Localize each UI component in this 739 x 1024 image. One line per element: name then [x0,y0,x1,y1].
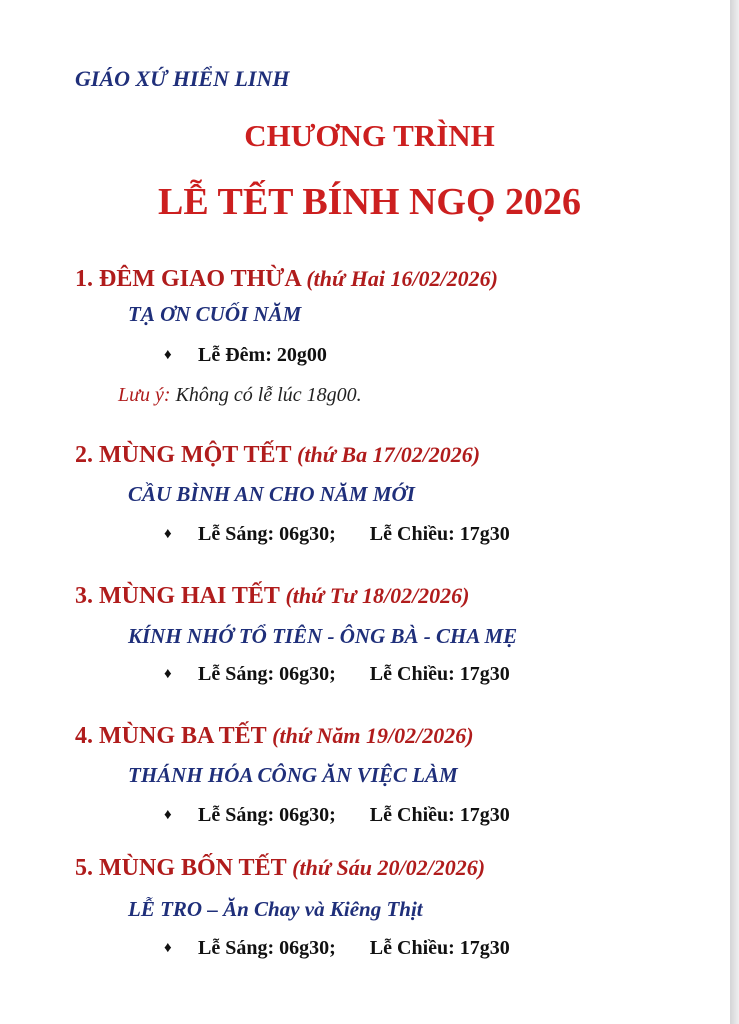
section-2-date: (thứ Ba 17/02/2026) [297,442,481,467]
diamond-bullet-icon: ♦ [164,807,172,823]
mass-evening: Lễ Chiều: 17g30 [369,523,510,545]
mass-evening: Lễ Chiều: 17g30 [369,937,510,959]
mass-evening: Lễ Chiều: 17g30 [369,804,510,826]
section-3-title: 3. MÙNG HAI TẾT [75,583,280,609]
section-4-theme: THÁNH HÓA CÔNG ĂN VIỆC LÀM [128,763,458,787]
diamond-bullet-icon: ♦ [164,526,172,542]
diamond-bullet-icon: ♦ [164,666,172,682]
mass-morning: Lễ Sáng: 06g30; [198,937,336,959]
section-1-note [118,384,362,407]
section-5-mass [164,937,510,960]
section-2-title: 2. MÙNG MỘT TẾT [75,442,292,468]
mass-morning: Lễ Sáng: 06g30; [198,663,336,685]
section-3-heading [75,583,470,610]
page-edge-shadow [730,0,739,1024]
section-4-heading [75,723,474,750]
section-2-heading [75,442,480,469]
section-5-theme: LỄ TRO – Ăn Chay và Kiêng Thịt [128,897,423,921]
section-3-mass [164,663,510,686]
section-1-mass [164,344,327,367]
section-1-heading [75,266,498,293]
program-title: CHƯƠNG TRÌNH [244,118,495,153]
section-5-title: 5. MÙNG BỐN TẾT [75,855,287,881]
mass-morning: Lễ Sáng: 06g30; [198,804,336,826]
mass-time: Lễ Đêm: 20g00 [198,344,327,366]
section-4-date: (thứ Năm 19/02/2026) [272,723,474,748]
section-4-mass [164,804,510,827]
section-5-date: (thứ Sáu 20/02/2026) [292,855,486,880]
note-text: Không có lễ lúc 18g00. [170,384,362,406]
diamond-bullet-icon: ♦ [164,347,172,363]
note-label: Lưu ý: [118,384,171,406]
diamond-bullet-icon: ♦ [164,940,172,956]
section-2-theme: CẦU BÌNH AN CHO NĂM MỚI [128,482,415,506]
section-1-theme: TẠ ƠN CUỐI NĂM [128,302,302,326]
section-1-date: (thứ Hai 16/02/2026) [306,266,498,291]
mass-evening: Lễ Chiều: 17g30 [369,663,510,685]
section-3-theme: KÍNH NHỚ TỔ TIÊN - ÔNG BÀ - CHA MẸ [128,624,518,648]
section-5-heading [75,855,485,882]
mass-morning: Lễ Sáng: 06g30; [198,523,336,545]
section-3-date: (thứ Tư 18/02/2026) [285,583,470,608]
parish-name: GIÁO XỨ HIỂN LINH [75,66,290,91]
section-1-title: 1. ĐÊM GIAO THỪA [75,266,301,292]
program-subtitle: LỄ TẾT BÍNH NGỌ 2026 [157,181,582,223]
section-4-title: 4. MÙNG BA TẾT [75,723,267,749]
section-2-mass [164,523,510,546]
